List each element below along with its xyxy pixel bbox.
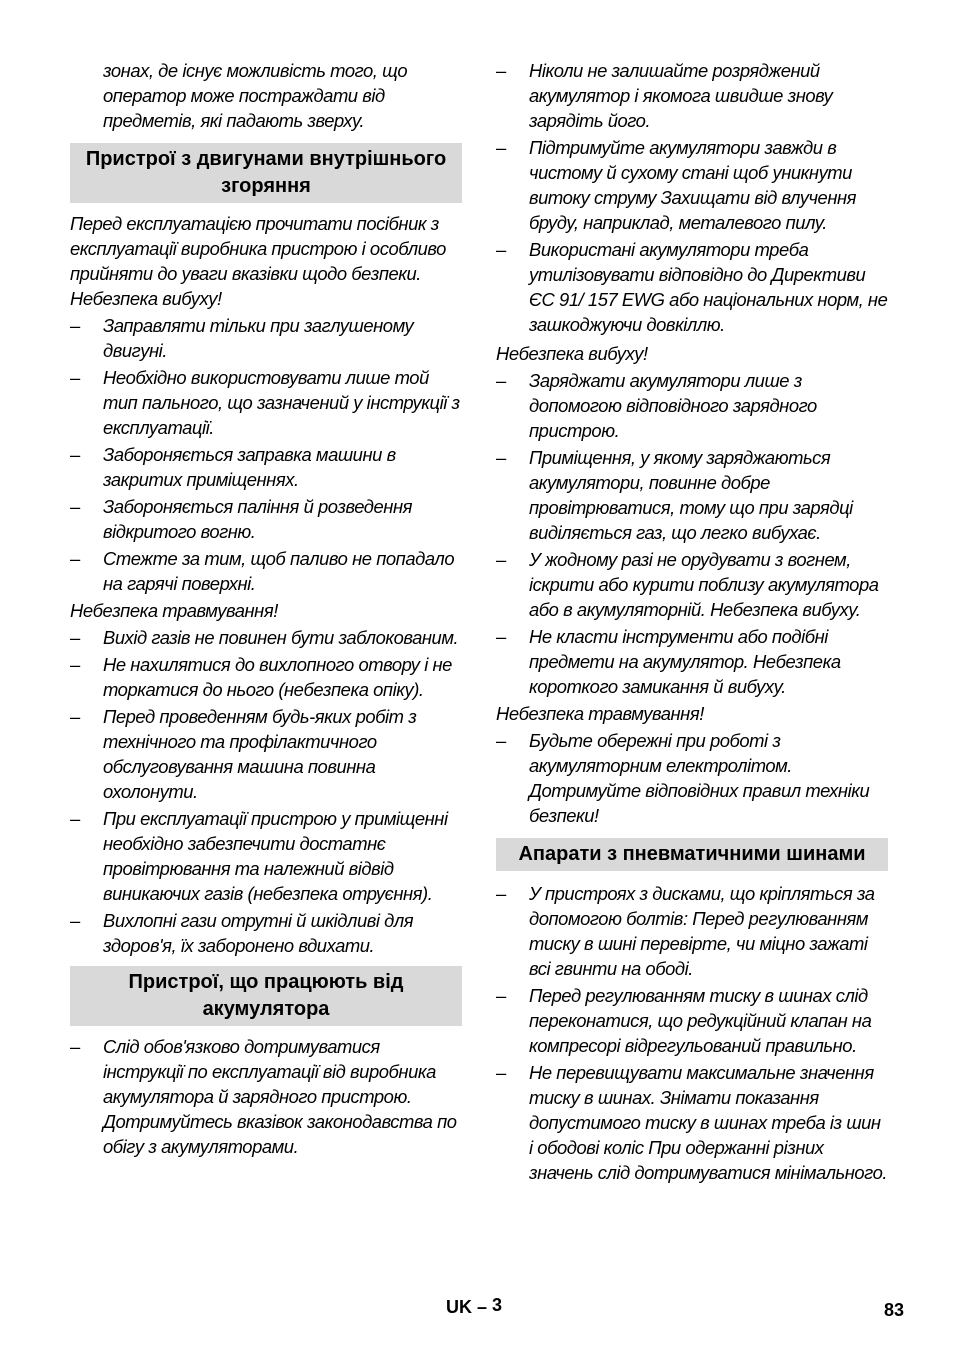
list-item: – Не класти інструменти або подібні предмети на акумулятор. Небезпека короткого замикання й вибуху. — [496, 626, 841, 697]
left-column — [70, 58, 462, 1161]
section-heading-battery: Пристрої, що працюють від акумулятора — [70, 966, 462, 1026]
warning-explosion: Небезпека вибуху! — [70, 288, 222, 309]
list-item: – Підтримуйте акумулятори завжди в чистому й сухому стані щоб уникнути витоку струму Захищати від влучення бруду, наприклад, металевого пилу. — [496, 137, 857, 233]
footer-section-page: 3 — [492, 1295, 503, 1315]
right-column — [496, 58, 888, 1187]
page-number: 83 — [884, 1300, 905, 1320]
list-item: – Перед проведенням будь-яких робіт з технічного та профілактичного обслуговування машина повинна охолонути. — [70, 706, 417, 802]
list-item: – Використані акумулятори треба утилізовувати відповідно до Директиви ЄС 91/ 157 EWG або національних норм, не зашкоджуючи довкіллю. — [496, 239, 888, 335]
section-heading-combustion: Пристрої з двигунами внутрішнього згоряння — [70, 143, 462, 203]
list-item: – При експлуатації пристрою у приміщенні необхідно забезпечити достатнє провітрювання та належний відвід виникаючих газів (небезпека отруєння). — [70, 808, 448, 904]
list-item: – Слід обов'язково дотримуватися інструкції по експлуатації від виробника акумулятора й зарядного пристрою. Дотримуйтесь вказівок законодавства по обігу з акумуляторами. — [70, 1036, 457, 1157]
list-item: – Забороняється паління й розведення відкритого вогню. — [70, 496, 413, 542]
footer-lang: UK – — [446, 1297, 488, 1317]
list-item: – Вихід газів не повинен бути заблокованим. — [70, 627, 459, 648]
warning-injury: Небезпека травмування! — [70, 600, 278, 621]
list-item: – Стежте за тим, щоб паливо не попадало на гарячі поверхні. — [70, 548, 455, 594]
list-item: – Заряджати акумулятори лише з допомогою відповідного зарядного пристрою. — [496, 370, 817, 441]
list-item: – Будьте обережні при роботі з акумуляторним електролітом. Дотримуйте відповідних правил техніки безпеки! — [496, 730, 870, 826]
warning-explosion: Небезпека вибуху! — [496, 343, 648, 364]
list-item: – Приміщення, у якому заряджаються акумулятори, повинне добре провітрюватися, тому що при зарядці виділяється газ, що легко вибухає. — [496, 447, 853, 543]
list-item: – Перед регулюванням тиску в шинах слід переконатися, що редукційний клапан на компресорі відрегульований правильно. — [496, 985, 872, 1056]
list-item: – Не перевищувати максимальне значення тиску в шинах. Знімати показання допустимого тиску в шинах треба із шин і ободові коліс При одержанні різних значень слід дотримуватися мінімального. — [496, 1062, 888, 1183]
intro-continuation: зонах, де існує можливість того, що оператор може постраждати від предметів, які падають зверху. — [103, 60, 408, 131]
list-item: – Забороняється заправка машини в закритих приміщеннях. — [70, 444, 396, 490]
list-item: – Вихлопні гази отрутні й шкідливі для здоров'я, їх заборонено вдихати. — [70, 910, 414, 956]
list-item: – Ніколи не залишайте розряджений акумулятор і якомога швидше знову зарядіть його. — [496, 60, 833, 131]
list-item: – Необхідно використовувати лише той тип пального, що зазначений у інструкції з експлуатації. — [70, 367, 460, 438]
section-heading-pneumatic: Апарати з пневматичними шинами — [496, 838, 888, 871]
warning-injury: Небезпека травмування! — [496, 703, 704, 724]
list-item: – У пристроях з дисками, що кріпляться за допомогою болтів: Перед регулюванням тиску в шині перевірте, чи міцно зажаті всі гвинти на ободі. — [496, 883, 875, 979]
list-item: – У жодному разі не орудувати з вогнем, іскрити або курити поблизу акумулятора або в акумуляторній. Небезпека вибуху. — [496, 549, 879, 620]
footer-section-label — [446, 1297, 502, 1318]
section-paragraph: Перед експлуатацією прочитати посібник з експлуатації виробника пристрою і особливо прийняти до уваги вказівки щодо безпеки. — [70, 213, 446, 284]
list-item: – Заправляти тільки при заглушеному двигуні. — [70, 315, 414, 361]
list-item: – Не нахилятися до вихлопного отвору і не торкатися до нього (небезпека опіку). — [70, 654, 452, 700]
